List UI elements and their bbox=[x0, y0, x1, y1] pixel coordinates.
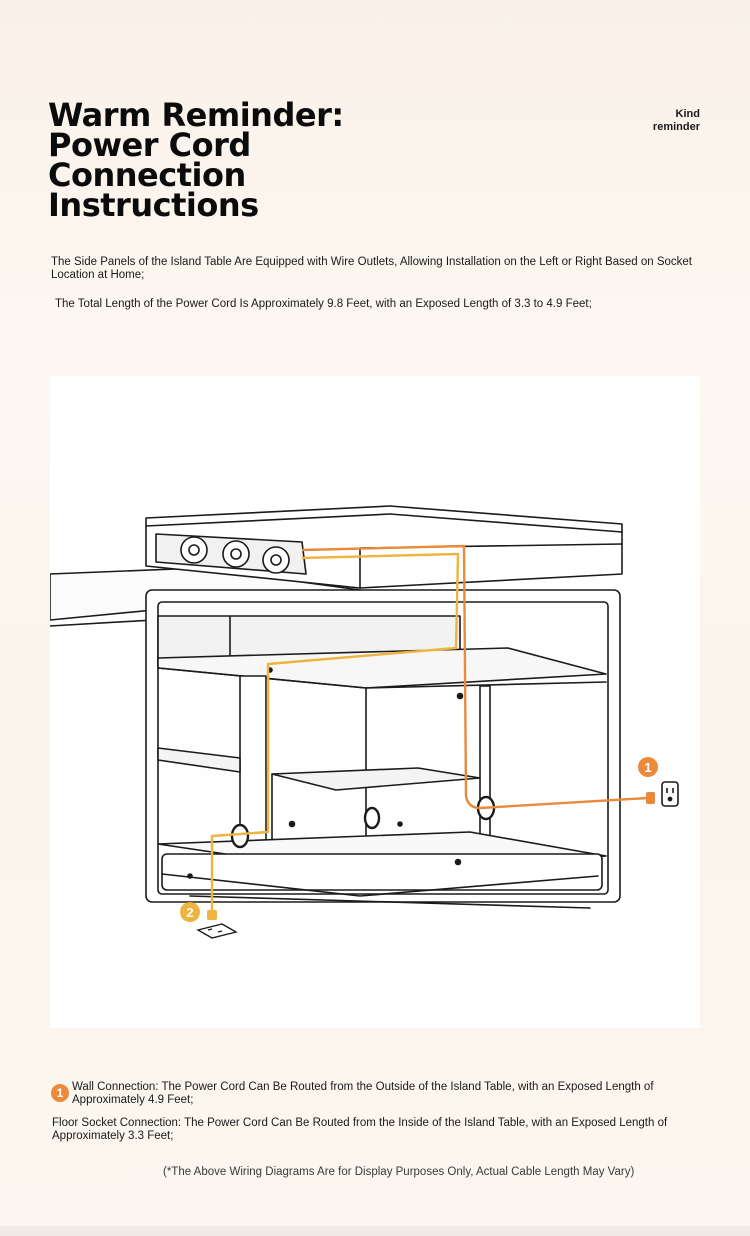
kind-reminder-label bbox=[653, 108, 700, 134]
wall-socket-icon bbox=[662, 782, 678, 806]
island-table-illustration bbox=[50, 376, 700, 1028]
wire-hole-center bbox=[365, 808, 379, 828]
title-line: Instructions bbox=[48, 186, 259, 224]
wall-connection-badge: 1 bbox=[51, 1084, 69, 1102]
note-wall-connection bbox=[51, 1081, 691, 1107]
floor-plug bbox=[207, 910, 217, 920]
title-line: Warm Reminder: bbox=[48, 96, 344, 134]
title-line: Connection bbox=[48, 156, 246, 194]
marker-1-label: 1 bbox=[644, 760, 652, 775]
page-title bbox=[48, 96, 368, 224]
marker-1 bbox=[638, 757, 658, 777]
marker-2 bbox=[180, 902, 200, 922]
marker-2-label: 2 bbox=[186, 905, 194, 920]
note-floor-connection: Floor Socket Connection: The Power Cord Can Be Routed from the Inside of the Island Table, with an Exposed Length of Approximately 3.3 Feet; bbox=[52, 1117, 668, 1142]
wall-plug bbox=[646, 792, 655, 804]
outlet-2 bbox=[223, 541, 249, 567]
floor-socket-icon bbox=[198, 924, 236, 938]
wall-connection-text: Wall Connection: The Power Cord Can Be Routed from the Outside of the Island Table, with an Exposed Length of Approximately 4.9 Feet; bbox=[72, 1081, 654, 1106]
wiring-diagram bbox=[50, 376, 700, 1028]
kind-line: reminder bbox=[652, 121, 700, 133]
wire-hole-inner bbox=[232, 825, 248, 847]
outlet-3 bbox=[263, 547, 289, 573]
intro-cord-length: The Total Length of the Power Cord Is Approximately 9.8 Feet, with an Exposed Length of 3.3 to 4.9 Feet; bbox=[55, 298, 592, 310]
outlet-1 bbox=[181, 537, 207, 563]
title-line: Power Cord bbox=[48, 126, 251, 164]
footer-band bbox=[0, 1226, 750, 1236]
kind-line: Kind bbox=[675, 108, 700, 120]
disclaimer: (*The Above Wiring Diagrams Are for Display Purposes Only, Actual Cable Length May Vary) bbox=[163, 1166, 635, 1178]
intro-side-panels: The Side Panels of the Island Table Are Equipped with Wire Outlets, Allowing Installation on the Left or Right Based on Socket Location at Home; bbox=[51, 256, 692, 281]
connection-notes bbox=[51, 1081, 691, 1143]
